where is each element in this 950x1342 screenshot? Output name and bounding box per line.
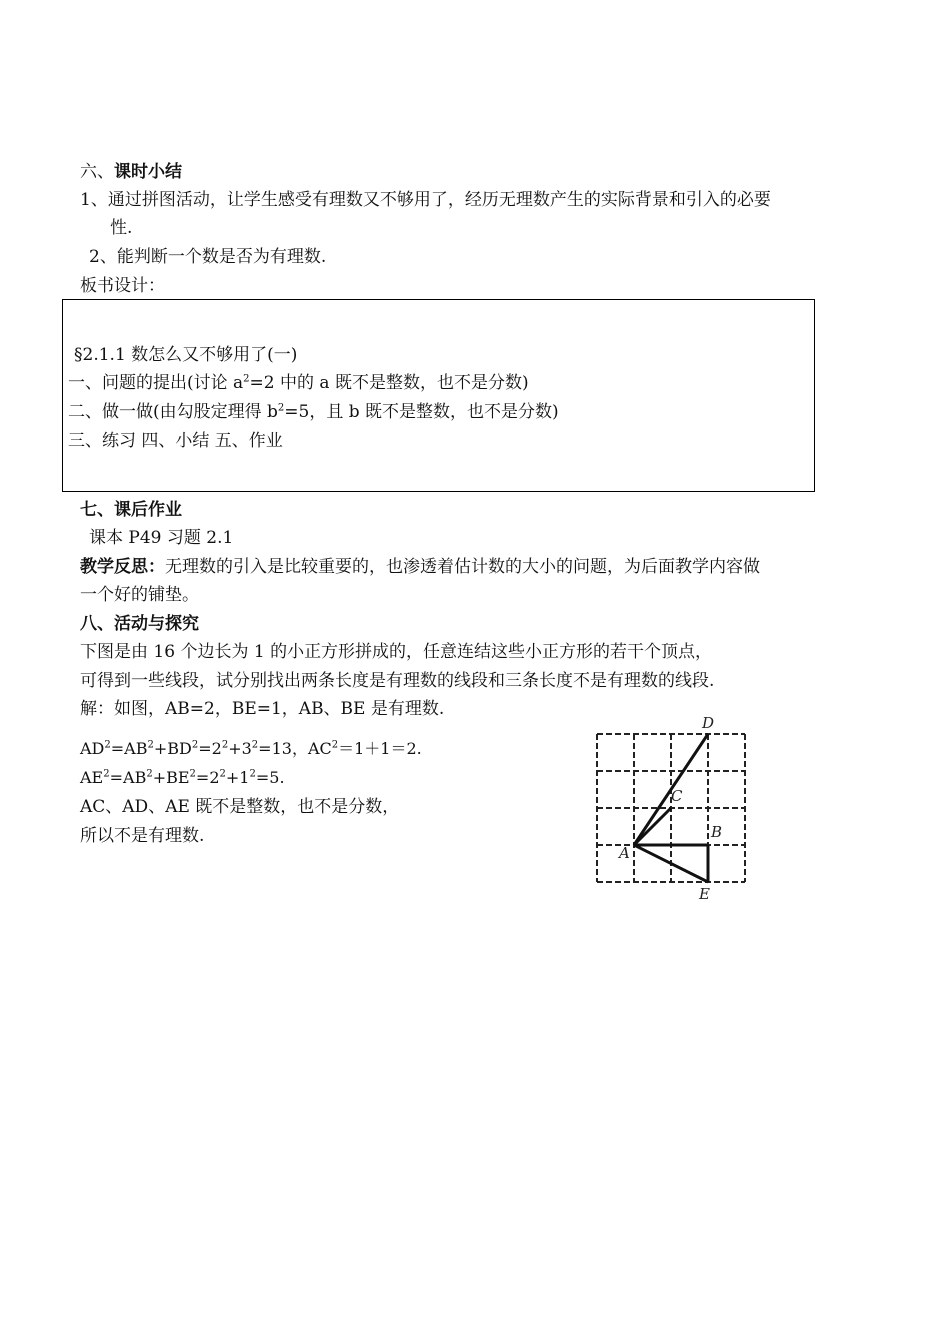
summary-point-1a: 1、通过拼图活动，让学生感受有理数又不够用了，经历无理数产生的实际背景和引入的必要 [80,190,771,210]
section-8-heading: 八、活动与探究 [80,614,199,634]
segment-ae [634,845,708,882]
section-6-number: 六、 [80,162,114,182]
eq-text: +BD [153,739,192,758]
equation-1 [80,738,422,760]
eq-text: =AB [110,739,148,758]
superscript: 2 [251,739,259,751]
label-a: A [619,844,630,862]
superscript: 2 [103,768,110,780]
label-c: C [671,787,683,805]
label-d: D [702,714,715,732]
problem-line-1: 下图是由 16 个边长为 1 的小正方形拼成的，任意连结这些小正方形的若干个顶点， [80,642,713,662]
eq-text: +3 [228,739,252,758]
conclusion-line-2: 所以不是有理数. [80,826,205,846]
eq-text: +1 [225,768,250,787]
eq-text: =13，AC [258,739,332,758]
section-6-title: 课时小结 [114,162,182,182]
reflection-label: 教学反思： [80,557,165,577]
board-design-label: 板书设计： [80,276,165,296]
eq-text: =5. [255,768,285,787]
summary-point-2: 2、能判断一个数是否为有理数. [89,247,327,267]
segment-ac [634,808,671,845]
superscript: 2 [221,739,229,751]
conclusion-line-1: AC、AD、AE 既不是整数，也不是分数， [80,797,400,817]
board-design-box [62,299,815,492]
superscript: 2 [147,739,154,751]
reflection-line-1 [80,556,760,578]
superscript: 2 [189,768,196,780]
superscript: 2 [191,739,199,751]
section-6-heading [80,161,182,183]
eq-text: AE [80,768,104,787]
label-e: E [699,885,710,903]
reflection-line-2: 一个好的铺垫。 [80,585,199,605]
superscript: 2 [243,373,250,385]
board-item-3: 三、练习 四、小结 五、作业 [68,431,283,451]
equation-2 [80,767,285,789]
summary-point-1b: 性. [110,218,133,238]
section-7-heading: 七、课后作业 [80,500,182,520]
eq-text: =2 [195,768,220,787]
eq-text: ＝1＋1＝2. [338,739,422,758]
label-b: B [711,823,723,841]
board-item-2-text-2: =5，且 b 既不是整数，也不是分数) [284,402,559,422]
homework-text: 课本 P49 习题 2.1 [89,528,234,548]
eq-text: +BE [152,768,190,787]
superscript: 2 [249,768,256,780]
superscript: 2 [331,739,339,751]
board-item-2-text: 二、做一做(由勾股定理得 b [68,402,278,422]
board-item-2 [68,401,559,423]
eq-text: =AB [109,768,147,787]
superscript: 2 [146,768,153,780]
problem-line-2: 可得到一些线段，试分别找出两条长度是有理数的线段和三条长度不是有理数的线段. [80,671,715,691]
grid-figure [585,712,760,907]
superscript: 2 [219,768,226,780]
board-title: §2.1.1 数怎么又不够用了(一) [74,345,298,365]
board-item-1-text: 一、问题的提出(讨论 a [68,373,244,393]
eq-text: =2 [198,739,222,758]
board-item-1-text-2: =2 中的 a 既不是整数，也不是分数) [249,373,529,393]
solution-line: 解：如图，AB=2，BE=1，AB、BE 是有理数. [80,699,445,719]
superscript: 2 [104,739,111,751]
reflection-text: 无理数的引入是比较重要的，也渗透着估计数的大小的问题，为后面教学内容做 [165,557,760,577]
eq-text: AD [80,739,105,758]
board-item-1 [68,372,529,394]
superscript: 2 [277,402,285,414]
